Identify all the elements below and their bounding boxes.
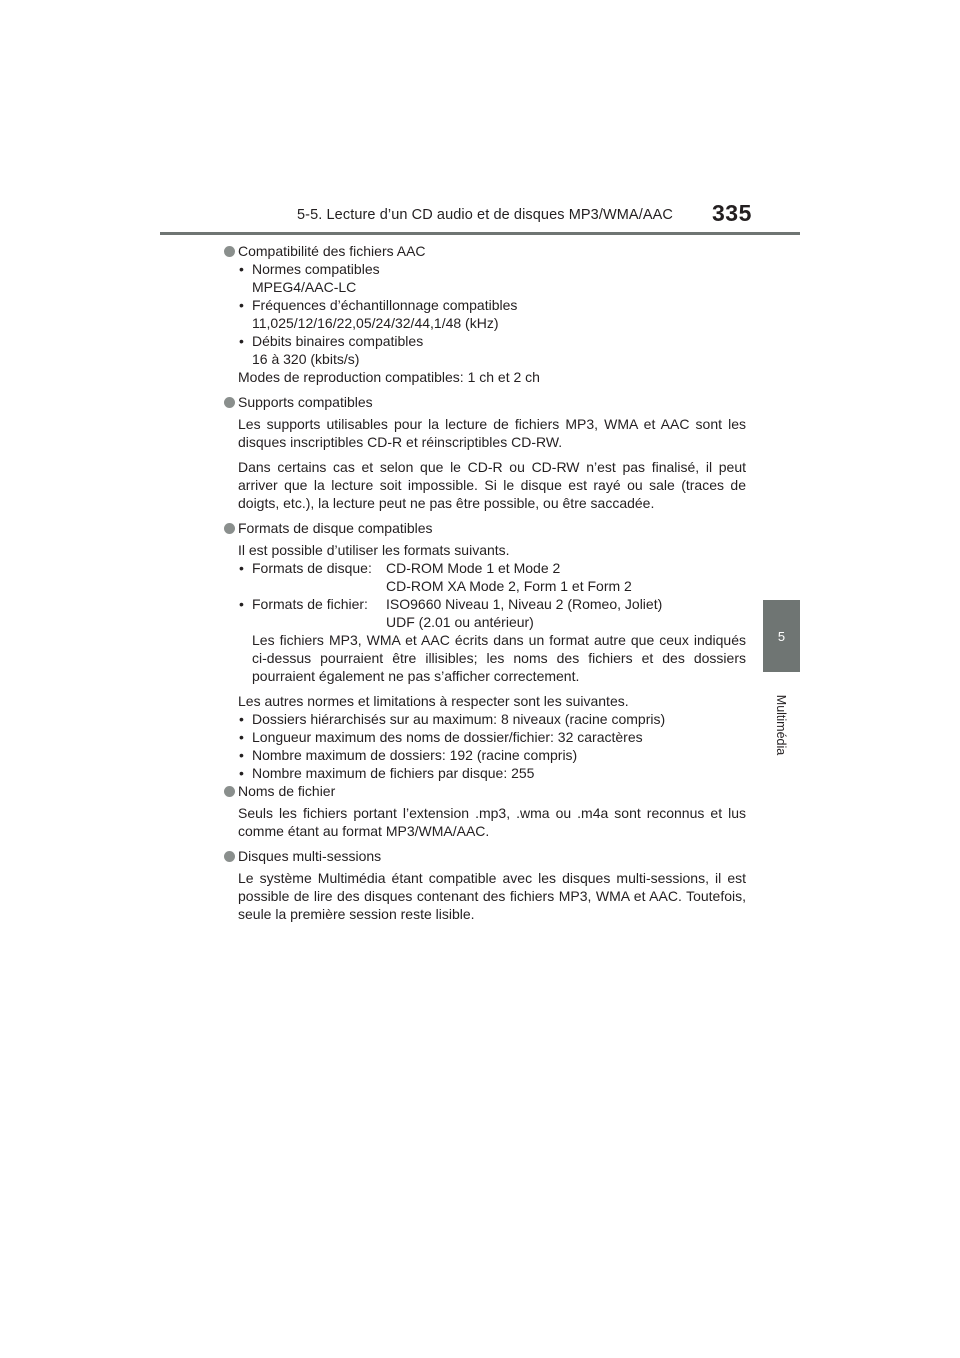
section-supports <box>222 393 746 411</box>
chapter-number: 5 <box>777 628 786 644</box>
chapter-tab <box>763 600 800 672</box>
paragraph: Seuls les fichiers portant l’extension .mp3, .wma ou .m4a sont reconnus et lus comme étant au format MP3/WMA/AAC. <box>238 805 746 839</box>
page-content <box>222 242 746 923</box>
bullet-dot-icon <box>224 397 235 408</box>
bullet-dot-icon <box>224 851 235 862</box>
section-filenames <box>222 782 746 800</box>
section-formats <box>222 519 746 537</box>
list-item: • Formats de disque: CD-ROM Mode 1 et Mode 2 CD-ROM XA Mode 2, Form 1 et Form 2 <box>238 559 746 595</box>
list-item: • Fréquences d’échantillonnage compatibles 11,025/12/16/22,05/24/32/44,1/48 (kHz) <box>238 296 746 332</box>
section-heading: Compatibilité des fichiers AAC <box>238 243 426 259</box>
header-rule <box>160 232 800 235</box>
aac-spec-list <box>222 260 746 368</box>
modes-text: Modes de reproduction compatibles: 1 ch et 2 ch <box>238 369 540 385</box>
list-item: • Débits binaires compatibles 16 à 320 (kbits/s) <box>238 332 746 368</box>
list-item: • Normes compatibles MPEG4/AAC-LC <box>238 260 746 296</box>
section-heading: Supports compatibles <box>238 394 373 410</box>
bullet-dot-icon <box>224 246 235 257</box>
chapter-label: Multimédia <box>774 694 788 756</box>
list-item: • Dossiers hiérarchisés sur au maximum: 8 niveaux (racine compris) <box>238 710 746 728</box>
section-multisession <box>222 847 746 865</box>
format-list <box>222 559 746 631</box>
paragraph: Dans certains cas et selon que le CD-R ou CD-RW n’est pas finalisé, il peut arriver que la lecture soit impossible. Si le disque est rayé ou sale (traces de doigts, etc.), la lecture peut ne pas être possible, ou être saccadée. <box>238 459 746 511</box>
section-aac <box>222 242 746 260</box>
section-title: 5-5. Lecture d’un CD audio et de disques MP3/WMA/AAC <box>297 207 673 223</box>
paragraph: Le système Multimédia étant compatible avec les disques multi-sessions, il est possible de lire des disques contenant des fichiers MP3, WMA et AAC. Toutefois, seule la première session reste lisible. <box>238 870 746 922</box>
section-heading: Disques multi-sessions <box>238 848 382 864</box>
page-number: 335 <box>712 200 752 226</box>
paragraph: Il est possible d’utiliser les formats suivants. <box>238 542 510 558</box>
paragraph: Les supports utilisables pour la lecture de fichiers MP3, WMA et AAC sont les disques inscriptibles CD-R et réinscriptibles CD-RW. <box>238 416 746 450</box>
list-item: • Nombre maximum de fichiers par disque: 255 <box>238 764 746 782</box>
list-item: • Nombre maximum de dossiers: 192 (racine compris) <box>238 746 746 764</box>
list-item: • Longueur maximum des noms de dossier/fichier: 32 caractères <box>238 728 746 746</box>
section-heading: Formats de disque compatibles <box>238 520 433 536</box>
list-item: • Formats de fichier: ISO9660 Niveau 1, Niveau 2 (Romeo, Joliet) UDF (2.01 ou antérieur) <box>238 595 746 631</box>
bullet-dot-icon <box>224 786 235 797</box>
format-note: Les fichiers MP3, WMA et AAC écrits dans un format autre que ceux indiqués ci-dessus pourraient être illisibles; les noms des fichiers et des dossiers pourraient également ne pas s’afficher correctement. <box>252 632 746 684</box>
paragraph: Les autres normes et limitations à respecter sont les suivantes. <box>238 693 629 709</box>
section-heading: Noms de fichier <box>238 783 336 799</box>
limits-list <box>222 710 746 782</box>
bullet-dot-icon <box>224 523 235 534</box>
